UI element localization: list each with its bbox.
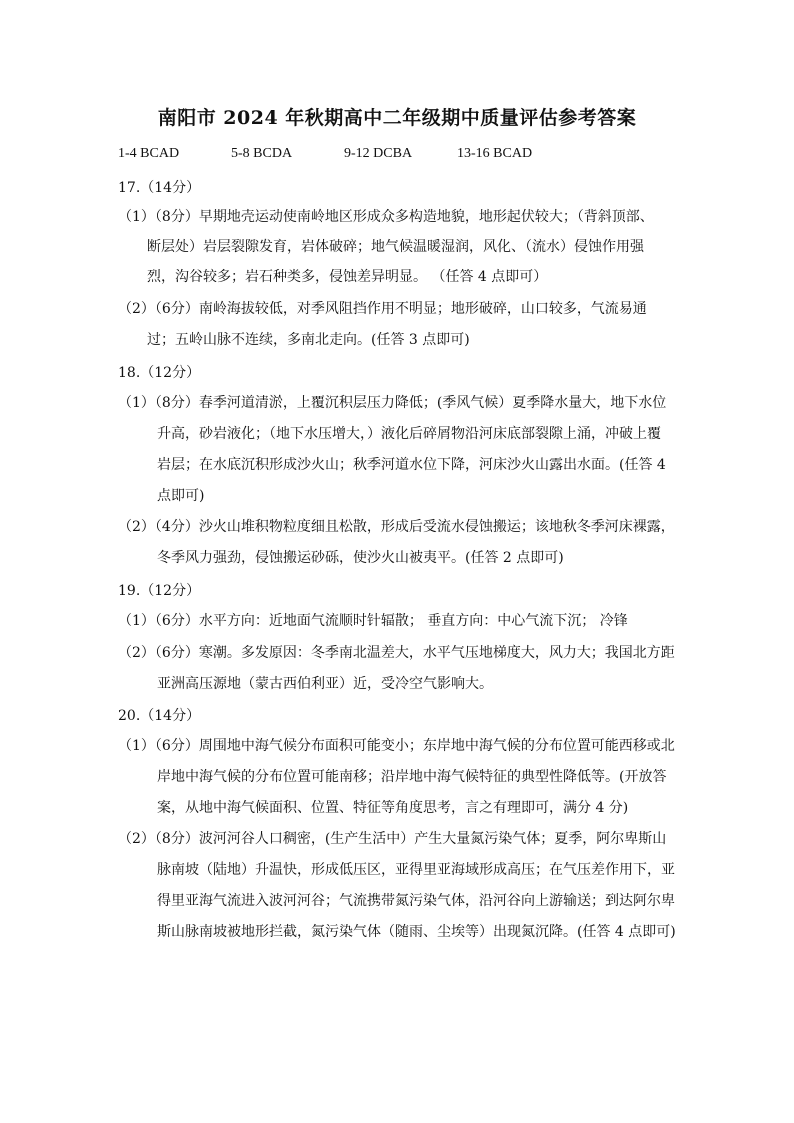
question-17-header: 17.（14分） xyxy=(118,180,201,196)
q20-part2-line4: 斯山脉南坡被地形拦截，氮污染气体（随雨、尘埃等）出现氮沉降。(任答 4 点即可) xyxy=(157,924,676,940)
q19-part2-line2: 亚洲高压源地（蒙古西伯利亚）近，受冷空气影响大。 xyxy=(157,676,493,692)
choice-answer-9-12: 9-12 DCBA xyxy=(344,146,413,161)
q18-part2-line1: （2）（4分）沙火山堆积物粒度细且松散，形成后受流水侵蚀搬运；该地秋冬季河床裸露， xyxy=(118,519,675,535)
question-20-header: 20.（14分） xyxy=(118,708,201,724)
q20-part1-line3: 案，从地中海气候面积、位置、特征等角度思考，言之有理即可，满分 4 分) xyxy=(157,800,629,816)
q20-part2-line3: 得里亚海气流进入波河河谷；气流携带氮污染气体，沿河谷向上游输送；到达阿尔卑 xyxy=(157,893,675,909)
q20-part1-line1: （1）（6分）周围地中海气候分布面积可能变小；东岸地中海气候的分布位置可能西移或北 xyxy=(118,738,675,754)
q17-part1-line3: 烈，沟谷较多；岩石种类多，侵蚀差异明显。 （任答 4 点即可） xyxy=(147,269,548,285)
q19-part2-line1: （2）（6分）寒潮。多发原因：冬季南北温差大，水平气压地梯度大，风力大；我国北方距 xyxy=(118,645,675,661)
q20-part1-line2: 岸地中海气候的分布位置可能南移；沿岸地中海气候特征的典型性降低等。(开放答 xyxy=(157,769,667,785)
q17-part1-line1: （1）（8分）早期地壳运动使南岭地区形成众多构造地貌，地形起伏较大；（背斜顶部、 xyxy=(118,209,654,225)
q18-part1-line4: 点即可) xyxy=(157,488,205,504)
choice-answer-5-8: 5-8 BCDA xyxy=(231,146,293,161)
q18-part1-line1: （1）（8分）春季河道清淤，上覆沉积层压力降低；(季风气候）夏季降水量大，地下水位 xyxy=(118,395,667,411)
q19-part1-line1: （1）（6分）水平方向：近地面气流顺时针辐散； 垂直方向：中心气流下沉； 冷锋 xyxy=(118,613,628,629)
q17-part2-line2: 过；五岭山脉不连续，多南北走向。(任答 3 点即可) xyxy=(147,332,470,348)
q18-part1-line2: 升高，砂岩液化；（地下水压增大，）液化后碎屑物沿河床底部裂隙上涌，冲破上覆 xyxy=(157,426,661,442)
page-title: 南阳市 2024 年秋期高中二年级期中质量评估参考答案 xyxy=(157,107,637,129)
question-18-header: 18.（12分） xyxy=(118,365,201,381)
q20-part2-line2: 脉南坡（陆地）升温快，形成低压区，亚得里亚海域形成高压；在气压差作用下，亚 xyxy=(157,862,675,878)
q17-part1-line2: 断层处）岩层裂隙发育，岩体破碎；地气候温暖湿润，风化、（流水）侵蚀作用强 xyxy=(147,239,644,255)
choice-answer-1-4: 1-4 BCAD xyxy=(118,146,180,161)
choice-answer-13-16: 13-16 BCAD xyxy=(457,146,533,161)
question-19-header: 19.（12分） xyxy=(118,583,201,599)
q18-part1-line3: 岩层；在水底沉积形成沙火山；秋季河道水位下降，河床沙火山露出水面。(任答 4 xyxy=(157,457,666,473)
q17-part2-line1: （2）（6分）南岭海拔较低，对季风阻挡作用不明显；地形破碎，山口较多，气流易通 xyxy=(118,301,647,317)
q20-part2-line1: （2）（8分）波河河谷人口稠密，(生产生活中）产生大量氮污染气体；夏季，阿尔卑斯山 xyxy=(118,831,667,847)
q18-part2-line2: 冬季风力强劲，侵蚀搬运砂砾，使沙火山被夷平。(任答 2 点即可) xyxy=(157,550,564,566)
